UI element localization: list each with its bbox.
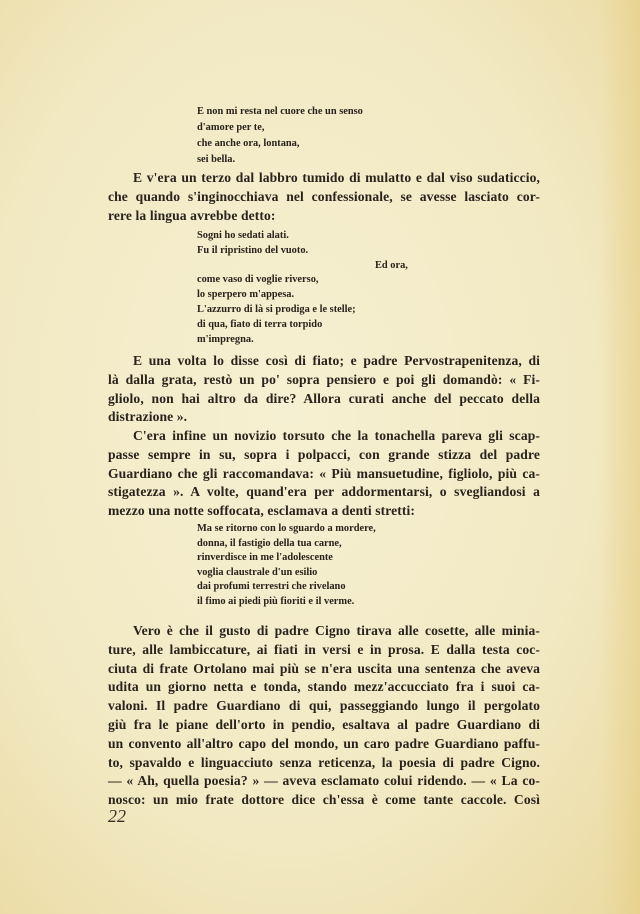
text-line: Vero è che il gusto di padre Cigno tirava alle cosette, alle minia- [133,623,540,638]
text-line: E una volta lo disse così di fiato; e padre Pervostrapenitenza, di [133,353,540,368]
paragraph-4 [108,622,540,810]
verse-line: voglia claustrale d'un esilio [197,566,318,578]
verse-line: di qua, fiato di terra torpido [197,318,323,330]
text-line: — « Ah, quella poesia? » — aveva esclamato colui ridendo. — « La co- [108,773,540,789]
text-line: nosco: un mio frate dottore dice ch'essa è come tante caccole. Così [108,792,540,808]
verse-line: rinverdisce in me l'adolescente [197,552,333,564]
verse-line: d'amore per te, [197,122,265,133]
verse-line: E non mi resta nel cuore che un senso [197,106,363,117]
verse-line: Ma se ritorno con lo sguardo a mordere, [197,523,376,534]
text-line: giù fra le piane dell'orto in pendio, esaltava al padre Guardiano di [108,716,540,732]
verse-3 [197,522,376,610]
text-line: gliolo, non hai altro da dire? Allora curati anche del peccato della [108,390,540,406]
text-line: ture, alle lambiccature, ai fiati in versi e in prosa. E dalla testa coc- [108,641,540,657]
text-line: un convento all'altro capo del mondo, un caro padre Guardiano paffu- [108,735,540,751]
text-line: valoni. Il padre Guardiano di qui, passeggiando lungo il pergolato [108,698,540,714]
page-edge-shading [600,0,640,914]
paragraph-2 [108,352,540,427]
text-line: passe sempre in su, sopra i polpacci, con grande stizza del padre [108,446,540,462]
text-line: udita un giorno netta e tonda, stando mezz'accucciato fra i suoi ca- [108,679,540,695]
text-line: ciuta di frate Ortolano mai più se n'era uscita una sentenza che aveva [108,660,540,676]
text-line: E v'era un terzo dal labbro tumido di mulatto e dal viso sudaticcio, [133,170,540,185]
paragraph-1 [108,169,540,225]
verse-line: come vaso di voglie riverso, [197,274,319,286]
verse-line: lo sperpero m'appesa. [197,289,295,301]
verse-line: sei bella. [197,154,236,165]
text-line: to, spavaldo e linguacciuto senza reticenza, la poesia di padre Cigno. [108,754,540,770]
verse-line: donna, il fastigio della tua carne, [197,537,342,549]
text-line: rere la lingua avrebbe detto: [108,207,276,223]
text-line: che quando s'inginocchiava nel confessionale, se avesse lasciato cor- [108,188,540,204]
verse-line: Ed ora, [375,259,408,271]
verse-line: il fimo ai piedi più fioriti e il verme. [197,595,355,607]
text-line: là dalla grata, restò un po' sopra pensiero e poi gli domandò: « Fi- [108,371,540,387]
text-line: stigatezza ». A volte, quand'era per addormentarsi, o svegliandosi a [108,484,540,500]
text-line: C'era infine un novizio torsuto che la tonachella pareva gli scap- [133,428,540,443]
verse-line: L'azzurro di là si prodiga e le stelle; [197,303,356,315]
text-line: Guardiano che gli raccomandava: « Più mansuetudine, figliolo, più ca- [108,465,540,481]
page-number: 22 [108,806,126,826]
verse-line: che anche ora, lontana, [197,138,300,149]
verse-line: Fu il ripristino del vuoto. [197,244,309,256]
verse-line: Sogni ho sedati alati. [197,230,289,241]
text-line: mezzo una notte soffocata, esclamava a denti stretti: [108,503,416,519]
verse-1 [197,104,363,168]
text-line: distrazione ». [108,409,188,425]
paragraph-3 [108,427,540,521]
verse-2 [197,229,408,347]
verse-line: m'impregna. [197,333,254,345]
verse-line: dai profumi terrestri che rivelano [197,581,346,593]
